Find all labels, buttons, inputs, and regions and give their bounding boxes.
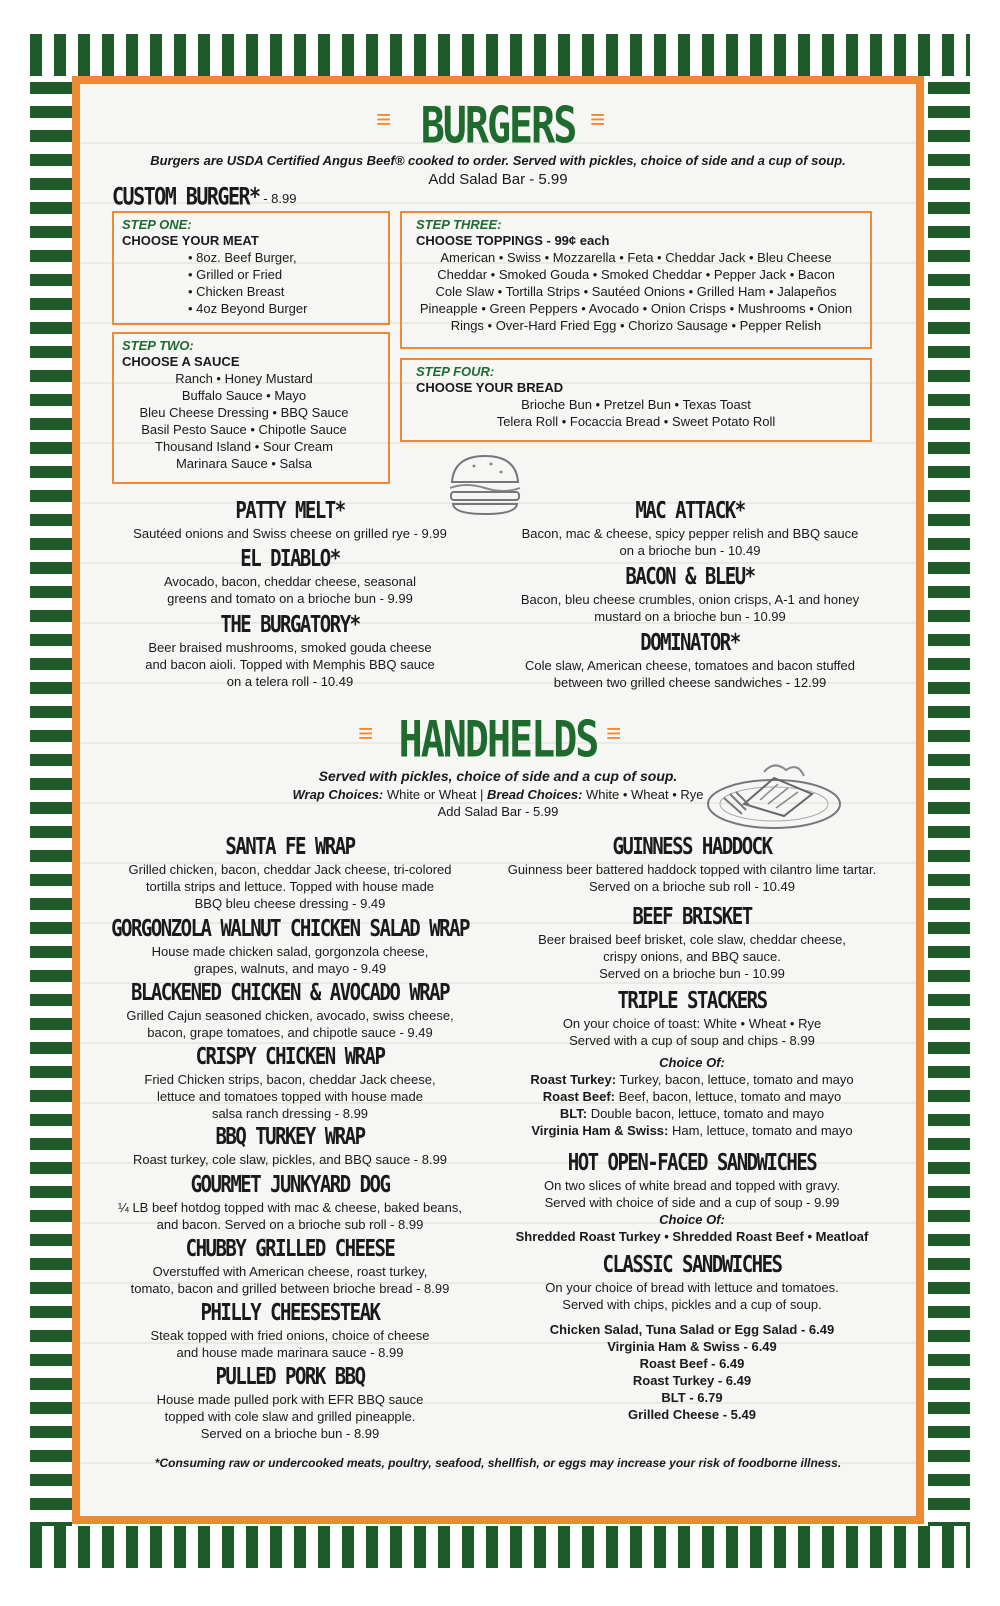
item-desc: mustard on a brioche bun - 10.99 [594, 609, 786, 624]
menu-item [90, 1171, 490, 1233]
step-two-label: STEP TWO: [122, 338, 194, 353]
menu-item [90, 1363, 490, 1442]
item-name: CRISPY CHICKEN WRAP [195, 1043, 385, 1071]
item-desc: topped with cole slaw and grilled pineapple. [164, 1409, 416, 1424]
item-desc: tortilla strips and lettuce. Topped with house made [145, 879, 435, 894]
item-desc: Served on a brioche sub roll - 10.49 [589, 879, 795, 894]
item-desc: salsa ranch dressing - 8.99 [211, 1106, 369, 1121]
bread-line: Brioche Bun • Pretzel Bun • Texas Toast [521, 397, 751, 412]
item-desc: Beer braised mushrooms, smoked gouda cheese [148, 640, 432, 655]
sauce-line: Ranch • Honey Mustard [175, 371, 313, 386]
item-desc: Cole slaw, American cheese, tomatoes and bacon stuffed [524, 658, 855, 673]
menu-item [490, 987, 894, 1139]
handhelds-title: HANDHELDS [398, 711, 598, 769]
step-two-heading: CHOOSE A SAUCE [122, 354, 240, 369]
option-label: Virginia Ham & Swiss: [531, 1123, 669, 1138]
custom-burger-price: - 8.99 [259, 191, 297, 206]
meat-option: • 4oz Beyond Burger [188, 301, 308, 316]
item-name: EL DIABLO* [240, 545, 340, 573]
item-desc: Steak topped with fried onions, choice of cheese [150, 1328, 430, 1343]
meat-option: • 8oz. Beef Burger, [188, 250, 297, 265]
item-desc: Grilled Cajun seasoned chicken, avocado, swiss cheese, [126, 1008, 454, 1023]
item-desc: on a brioche bun - 10.49 [619, 543, 761, 558]
menu-panel [80, 84, 916, 1516]
burgers-salad-bar: Add Salad Bar - 5.99 [428, 171, 568, 188]
item-desc: On your choice of toast: White • Wheat • Rye [562, 1016, 822, 1031]
striped-border-bottom [30, 1526, 970, 1568]
classic-option: Chicken Salad, Tuna Salad or Egg Salad - 6.49 [549, 1322, 835, 1337]
item-name: DOMINATOR* [640, 629, 740, 657]
option-label: Roast Beef: [542, 1089, 616, 1104]
option-text: Beef, bacon, lettuce, tomato and mayo [615, 1089, 842, 1104]
classic-option: Roast Turkey - 6.49 [632, 1373, 752, 1388]
item-desc: Bacon, bleu cheese crumbles, onion crisps, A-1 and honey [520, 592, 860, 607]
item-desc: Roast turkey, cole slaw, pickles, and BBQ sauce - 8.99 [132, 1152, 448, 1167]
classic-option: Grilled Cheese - 5.49 [628, 1407, 756, 1422]
menu-item [100, 545, 480, 607]
topping-line: Cheddar • Smoked Gouda • Smoked Cheddar • Pepper Jack • Bacon [437, 267, 835, 282]
item-name: BEEF BRISKET [632, 903, 752, 931]
item-desc: Sautéed onions and Swiss cheese on grilled rye - 9.99 [133, 526, 447, 541]
striped-border-top [30, 34, 970, 76]
item-name: THE BURGATORY* [220, 611, 360, 639]
menu-item [90, 1123, 490, 1168]
wrap-label: Wrap Choices: [292, 787, 384, 802]
item-desc: Fried Chicken strips, bacon, cheddar Jack cheese, [144, 1072, 436, 1087]
menu-item [90, 979, 490, 1041]
item-desc: Beer braised beef brisket, cole slaw, cheddar cheese, [538, 932, 846, 947]
item-desc: Served on a brioche bun - 8.99 [200, 1426, 380, 1441]
item-desc: bacon, grape tomatoes, and chipotle sauce - 9.49 [147, 1025, 433, 1040]
menu-item [500, 497, 880, 559]
bread-label: Bread Choices: [487, 787, 583, 802]
item-name: BBQ TURKEY WRAP [215, 1123, 365, 1151]
decor-right: ≡ [590, 104, 606, 134]
menu-item [90, 1043, 490, 1122]
step-one-heading: CHOOSE YOUR MEAT [122, 233, 259, 248]
item-name: CHUBBY GRILLED CHEESE [185, 1235, 395, 1263]
choice-options: Shredded Roast Turkey • Shredded Roast Beef • Meatloaf [515, 1229, 869, 1244]
item-desc: On two slices of white bread and topped with gravy. [543, 1178, 841, 1193]
item-name: GOURMET JUNKYARD DOG [190, 1171, 390, 1199]
menu-item [500, 563, 880, 625]
topping-line: Rings • Over-Hard Fried Egg • Chorizo Sausage • Pepper Relish [450, 318, 822, 333]
menu-item [90, 1235, 490, 1297]
item-desc: Bacon, mac & cheese, spicy pepper relish and BBQ sauce [521, 526, 859, 541]
step-one-label: STEP ONE: [122, 217, 192, 232]
item-desc: Served on a brioche bun - 10.99 [599, 966, 785, 981]
meat-option: • Grilled or Fried [188, 267, 283, 282]
item-desc: Avocado, bacon, cheddar cheese, seasonal [164, 574, 416, 589]
sauce-line: Thousand Island • Sour Cream [155, 439, 333, 454]
item-name: CLASSIC SANDWICHES [602, 1251, 782, 1279]
option-text: Turkey, bacon, lettuce, tomato and mayo [616, 1072, 854, 1087]
option-label: BLT: [559, 1106, 588, 1121]
meat-option: • Chicken Breast [188, 284, 285, 299]
item-name: GORGONZOLA WALNUT CHICKEN SALAD WRAP [111, 915, 469, 943]
topping-line: Pineapple • Green Peppers • Avocado • Onion Crisps • Mushrooms • Onion [419, 301, 853, 316]
item-desc: On your choice of bread with lettuce and tomatoes. [545, 1280, 839, 1295]
item-desc: Overstuffed with American cheese, roast turkey, [152, 1264, 428, 1279]
step-four-box [400, 358, 872, 442]
item-desc: greens and tomato on a brioche bun - 9.99 [167, 591, 413, 606]
item-name: PULLED PORK BBQ [215, 1363, 365, 1391]
handhelds-intro: Served with pickles, choice of side and a cup of soup. [318, 768, 678, 784]
bread-value: White • Wheat • Rye [582, 787, 704, 802]
step-three-label: STEP THREE: [416, 217, 502, 232]
item-desc: BBQ bleu cheese dressing - 9.49 [194, 896, 386, 911]
item-desc: Served with chips, pickles and a cup of soup. [562, 1297, 822, 1312]
item-desc: grapes, walnuts, and mayo - 9.49 [193, 961, 387, 976]
menu-item [90, 833, 490, 912]
menu-item [90, 915, 490, 977]
step-three-heading: CHOOSE TOPPINGS - 99¢ each [416, 233, 610, 248]
menu-item [100, 497, 480, 542]
menu-item [490, 1149, 894, 1245]
decor-left: ≡ [358, 718, 374, 748]
topping-line: American • Swiss • Mozzarella • Feta • Cheddar Jack • Bleu Cheese [440, 250, 832, 265]
choice-heading: Choice Of: [659, 1212, 725, 1227]
item-desc: ¼ LB beef hotdog topped with mac & cheese, baked beans, [117, 1200, 463, 1215]
item-name: GUINNESS HADDOCK [612, 833, 772, 861]
menu-item [100, 611, 480, 690]
step-four-heading: CHOOSE YOUR BREAD [416, 380, 564, 395]
item-desc: Served with choice of side and a cup of soup - 9.99 [544, 1195, 840, 1210]
custom-burger-name: CUSTOM BURGER* [112, 181, 260, 211]
item-desc: Grilled chicken, bacon, cheddar Jack cheese, tri-colored [128, 862, 452, 877]
classic-option: BLT - 6.79 [661, 1390, 723, 1405]
sandwich-plate-sketch-icon [704, 754, 844, 834]
bread-line: Telera Roll • Focaccia Bread • Sweet Potato Roll [496, 414, 776, 429]
item-name: TRIPLE STACKERS [617, 987, 767, 1015]
custom-burger [112, 181, 297, 211]
sauce-line: Bleu Cheese Dressing • BBQ Sauce [139, 405, 349, 420]
menu-item [490, 903, 894, 982]
topping-line: Cole Slaw • Tortilla Strips • Sautéed Onions • Grilled Ham • Jalapeños [435, 284, 837, 299]
item-desc: lettuce and tomatoes topped with house made [157, 1089, 423, 1104]
item-desc: and bacon. Served on a brioche sub roll - 8.99 [156, 1217, 424, 1232]
option-label: Roast Turkey: [530, 1072, 617, 1087]
item-desc: and house made marinara sauce - 8.99 [176, 1345, 404, 1360]
wrap-value: White or Wheat | [383, 787, 488, 802]
menu-item [500, 629, 880, 691]
burgers-intro: Burgers are USDA Certified Angus Beef® cooked to order. Served with pickles, choice of side and a cup of soup. [150, 153, 846, 168]
step-one-box [112, 211, 390, 325]
menu-item [490, 1251, 894, 1423]
item-desc: Served with a cup of soup and chips - 8.99 [569, 1033, 815, 1048]
option-text: Double bacon, lettuce, tomato and mayo [587, 1106, 825, 1121]
option-text: Ham, lettuce, tomato and mayo [668, 1123, 853, 1138]
item-desc: House made pulled pork with EFR BBQ sauce [156, 1392, 424, 1407]
item-name: PATTY MELT* [235, 497, 345, 525]
item-desc: House made chicken salad, gorgonzola cheese, [151, 944, 429, 959]
item-desc: crispy onions, and BBQ sauce. [603, 949, 781, 964]
item-desc: tomato, bacon and grilled between brioche bread - 8.99 [130, 1281, 450, 1296]
menu-item [490, 833, 894, 895]
menu-item [90, 1299, 490, 1361]
sauce-line: Basil Pesto Sauce • Chipotle Sauce [141, 422, 347, 437]
item-name: BLACKENED CHICKEN & AVOCADO WRAP [130, 979, 450, 1007]
handhelds-salad-bar: Add Salad Bar - 5.99 [437, 804, 559, 819]
item-desc: between two grilled cheese sandwiches - 12.99 [553, 675, 827, 690]
item-name: MAC ATTACK* [635, 497, 745, 525]
disclaimer: *Consuming raw or undercooked meats, poultry, seafood, shellfish, or eggs may increase your risk of foodborne illness. [154, 1456, 842, 1470]
item-desc: on a telera roll - 10.49 [226, 674, 354, 689]
item-name: BACON & BLEU* [625, 563, 755, 591]
step-four-label: STEP FOUR: [416, 364, 495, 379]
sauce-line: Buffalo Sauce • Mayo [181, 388, 307, 403]
item-desc: and bacon aioli. Topped with Memphis BBQ sauce [145, 657, 435, 672]
decor-right: ≡ [606, 718, 622, 748]
item-name: SANTA FE WRAP [225, 833, 355, 861]
burgers-title: BURGERS [420, 97, 576, 155]
item-desc: Guinness beer battered haddock topped with cilantro lime tartar. [507, 862, 877, 877]
step-three-box [400, 211, 872, 349]
decor-left: ≡ [376, 104, 392, 134]
item-name: HOT OPEN-FACED SANDWICHES [567, 1149, 817, 1177]
sauce-line: Marinara Sauce • Salsa [175, 456, 313, 471]
choice-heading: Choice Of: [659, 1055, 725, 1070]
burgers-header [80, 97, 916, 155]
classic-option: Virginia Ham & Swiss - 6.49 [607, 1339, 777, 1354]
classic-option: Roast Beef - 6.49 [639, 1356, 745, 1371]
step-two-box [112, 332, 390, 484]
item-name: PHILLY CHEESESTEAK [200, 1299, 380, 1327]
